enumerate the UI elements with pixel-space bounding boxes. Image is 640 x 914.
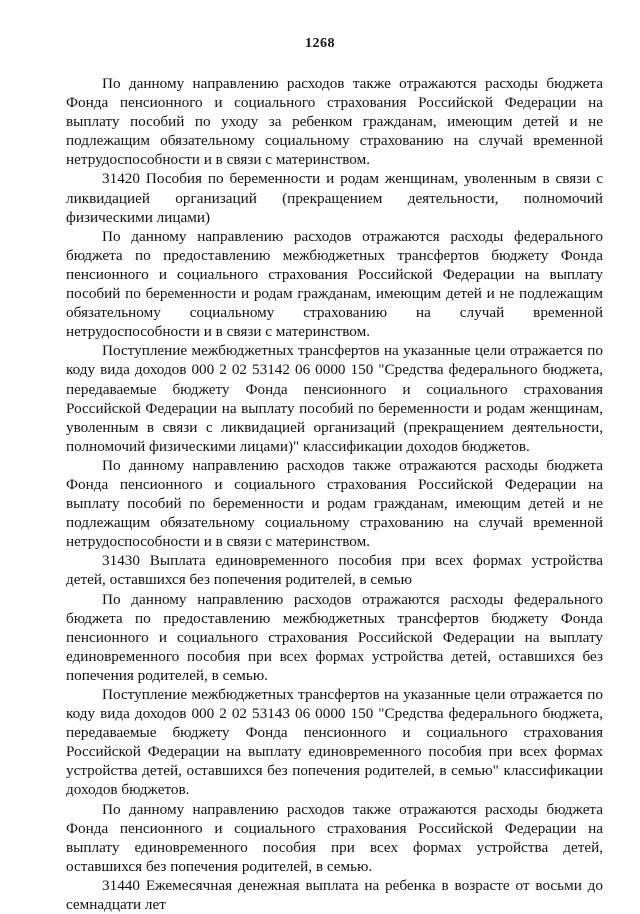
- paragraph-6-heading-31430: 31430 Выплата единовременного пособия при всех формах устройства детей, оставшихся без попечения родителей, в семью: [66, 552, 603, 589]
- paragraph-8: Поступление межбюджетных трансфертов на указанные цели отражается по коду вида доходов 000 2 02 53143 06 0000 150 "Средства федерального бюджета, передаваемые бюджету Фонда пенсионного и социального страхования Российской Федерации на выплату единовременного пособия при всех формах устройства детей, оставшихся без попечения родителей, в семью" классификации доходов бюджетов.: [66, 686, 603, 799]
- paragraph-1: По данному направлению расходов также отражаются расходы бюджета Фонда пенсионного и социального страхования Российской Федерации на выплату пособий по уходу за ребенком гражданам, имеющим детей и не подлежащим обязательному социальному страхованию на случай временной нетрудоспособности и в связи с материнством.: [66, 75, 603, 169]
- paragraph-3: По данному направлению расходов отражаются расходы федерального бюджета по предоставлению межбюджетных трансфертов бюджету Фонда пенсионного и социального страхования Российской Федерации на выплату пособий по беременности и родам гражданам, имеющим детей и не подлежащим обязательному социальному страхованию на случай временной нетрудоспособности и в связи с материнством.: [66, 227, 603, 341]
- paragraph-5: По данному направлению расходов также отражаются расходы бюджета Фонда пенсионного и социального страхования Российской Федерации на выплату пособий по беременности и родам гражданам, имеющим детей и не подлежащим обязательному социальному страхованию на случай временной нетрудоспособности и в связи с материнством.: [66, 456, 603, 551]
- paragraph-7: По данному направлению расходов отражаются расходы федерального бюджета по предоставлению межбюджетных трансфертов бюджету Фонда пенсионного и социального страхования Российской Федерации на выплату единовременного пособия при всех формах устройства детей, оставшихся без попечения родителей, в семью.: [66, 590, 603, 684]
- paragraph-4: Поступление межбюджетных трансфертов на указанные цели отражается по коду вида доходов 000 2 02 53142 06 0000 150 "Средства федерального бюджета, передаваемые бюджету Фонда пенсионного и социального страхования Российской Федерации на выплату пособий по беременности и родам женщинам, уволенным в связи с ликвидацией организаций (прекращением деятельности, полномочий физическими лицами)" классификации доходов бюджетов.: [66, 342, 603, 455]
- page-number: 1268: [305, 36, 335, 51]
- paragraph-2-heading-31420: 31420 Пособия по беременности и родам женщинам, уволенным в связи с ликвидацией организаций (прекращением деятельности, полномочий физическими лицами): [66, 170, 603, 226]
- document-body: [66, 74, 603, 914]
- paragraph-10-heading-31440: 31440 Ежемесячная денежная выплата на ребенка в возрасте от восьми до семнадцати лет: [66, 876, 603, 914]
- paragraph-9: По данному направлению расходов также отражаются расходы бюджета Фонда пенсионного и социального страхования Российской Федерации на выплату единовременного пособия при всех формах устройства детей, оставшихся без попечения родителей, в семью.: [66, 800, 603, 875]
